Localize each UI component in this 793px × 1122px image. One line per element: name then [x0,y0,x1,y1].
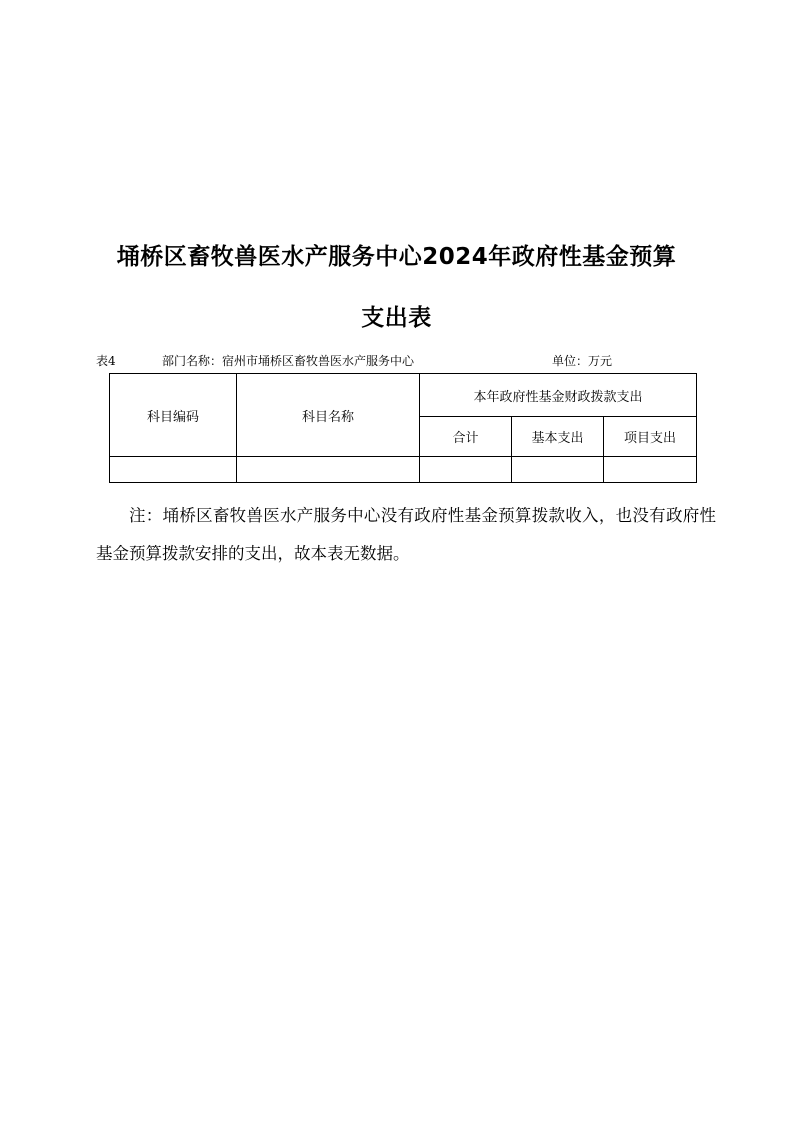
header-basic-expenditure: 基本支出 [512,417,604,457]
header-subject-name: 科目名称 [237,374,420,457]
unit-label: 单位：万元 [552,354,613,368]
table-header-row [110,374,697,417]
header-subject-code: 科目编码 [110,374,237,457]
table-row [110,457,697,483]
note-paragraph: 注：埇桥区畜牧兽医水产服务中心没有政府性基金预算拨款收入，也没有政府性基金预算拨款安排的支出，故本表无数据。 [96,506,716,563]
page-title: 埇桥区畜牧兽医水产服务中心2024年政府性基金预算 [116,244,677,270]
page-title-continued: 支出表 [361,305,432,331]
department-name: 部门名称：宿州市埇桥区畜牧兽医水产服务中心 [162,354,415,368]
table-cell [420,457,512,483]
table-cell [110,457,237,483]
budget-table [109,373,697,483]
table-number: 表4 [96,354,116,368]
table-cell [237,457,420,483]
header-fund-expenditure: 本年政府性基金财政拨款支出 [420,374,697,417]
header-project-expenditure: 项目支出 [604,417,697,457]
table-cell [512,457,604,483]
header-total: 合计 [420,417,512,457]
table-cell [604,457,697,483]
